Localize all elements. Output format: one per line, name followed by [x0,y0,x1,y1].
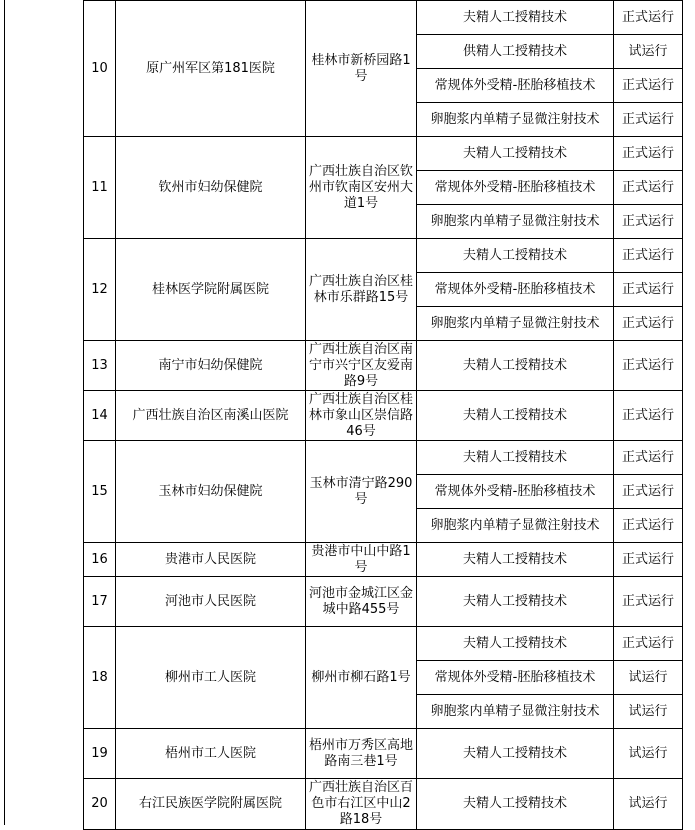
table-row [84,341,683,391]
table-row [84,543,683,577]
technique-name: 常规体外受精-胚胎移植技术 [417,475,614,509]
technique-name: 夫精人工授精技术 [417,627,614,661]
hospital-name: 原广州军区第181医院 [116,1,306,137]
row-number: 16 [84,543,116,577]
technique-name: 夫精人工授精技术 [417,341,614,391]
technique-name: 夫精人工授精技术 [417,779,614,830]
technique-name: 夫精人工授精技术 [417,137,614,171]
operation-status: 正式运行 [614,475,683,509]
hospital-name: 柳州市工人医院 [116,627,306,729]
technique-name: 夫精人工授精技术 [417,239,614,273]
hospital-name: 南宁市妇幼保健院 [116,341,306,391]
hospital-name: 河池市人民医院 [116,577,306,627]
technique-name: 夫精人工授精技术 [417,577,614,627]
hospital-address: 桂林市新桥园路1号 [306,1,417,137]
table-body [84,1,683,830]
operation-status: 试运行 [614,695,683,729]
table-row [84,627,683,661]
operation-status: 试运行 [614,779,683,830]
technique-name: 夫精人工授精技术 [417,543,614,577]
technique-name: 常规体外受精-胚胎移植技术 [417,273,614,307]
row-number: 10 [84,1,116,137]
table-row [84,137,683,171]
operation-status: 正式运行 [614,577,683,627]
table-row [84,239,683,273]
table-row [84,779,683,830]
hospital-technology-table [83,0,683,830]
operation-status: 正式运行 [614,273,683,307]
technique-name: 常规体外受精-胚胎移植技术 [417,661,614,695]
hospital-address: 广西壮族自治区百色市右江区中山2路18号 [306,779,417,830]
hospital-address: 梧州市万秀区高地路南三巷1号 [306,729,417,779]
technique-name: 供精人工授精技术 [417,35,614,69]
row-number: 14 [84,391,116,441]
operation-status: 正式运行 [614,509,683,543]
technique-name: 常规体外受精-胚胎移植技术 [417,171,614,205]
technique-name: 夫精人工授精技术 [417,1,614,35]
operation-status: 正式运行 [614,103,683,137]
technique-name: 卵胞浆内单精子显微注射技术 [417,695,614,729]
row-number: 19 [84,729,116,779]
operation-status: 试运行 [614,35,683,69]
hospital-address: 玉林市清宁路290号 [306,441,417,543]
operation-status: 试运行 [614,729,683,779]
hospital-name: 梧州市工人医院 [116,729,306,779]
left-margin-line-outer [4,0,5,825]
operation-status: 正式运行 [614,239,683,273]
hospital-name: 桂林医学院附属医院 [116,239,306,341]
row-number: 13 [84,341,116,391]
operation-status: 正式运行 [614,69,683,103]
technique-name: 夫精人工授精技术 [417,391,614,441]
hospital-address: 贵港市中山中路1号 [306,543,417,577]
hospital-address: 广西壮族自治区桂林市象山区崇信路46号 [306,391,417,441]
technique-name: 夫精人工授精技术 [417,441,614,475]
operation-status: 正式运行 [614,137,683,171]
operation-status: 正式运行 [614,1,683,35]
technique-name: 夫精人工授精技术 [417,729,614,779]
row-number: 12 [84,239,116,341]
hospital-address: 柳州市柳石路1号 [306,627,417,729]
table-row [84,577,683,627]
row-number: 11 [84,137,116,239]
operation-status: 正式运行 [614,391,683,441]
hospital-name: 玉林市妇幼保健院 [116,441,306,543]
technique-name: 常规体外受精-胚胎移植技术 [417,69,614,103]
technique-name: 卵胞浆内单精子显微注射技术 [417,509,614,543]
hospital-name: 钦州市妇幼保健院 [116,137,306,239]
table-row [84,729,683,779]
technique-name: 卵胞浆内单精子显微注射技术 [417,307,614,341]
row-number: 17 [84,577,116,627]
hospital-name: 广西壮族自治区南溪山医院 [116,391,306,441]
hospital-address: 广西壮族自治区桂林市乐群路15号 [306,239,417,341]
table-row [84,441,683,475]
operation-status: 正式运行 [614,205,683,239]
technique-name: 卵胞浆内单精子显微注射技术 [417,103,614,137]
row-number: 20 [84,779,116,830]
operation-status: 正式运行 [614,307,683,341]
table-row [84,1,683,35]
operation-status: 正式运行 [614,543,683,577]
hospital-address: 河池市金城江区金城中路455号 [306,577,417,627]
operation-status: 正式运行 [614,441,683,475]
operation-status: 正式运行 [614,341,683,391]
hospital-address: 广西壮族自治区南宁市兴宁区友爱南路9号 [306,341,417,391]
hospital-name: 贵港市人民医院 [116,543,306,577]
operation-status: 正式运行 [614,627,683,661]
operation-status: 正式运行 [614,171,683,205]
row-number: 18 [84,627,116,729]
operation-status: 试运行 [614,661,683,695]
row-number: 15 [84,441,116,543]
hospital-name: 右江民族医学院附属医院 [116,779,306,830]
hospital-address: 广西壮族自治区钦州市钦南区安州大道1号 [306,137,417,239]
technique-name: 卵胞浆内单精子显微注射技术 [417,205,614,239]
table-row [84,391,683,441]
